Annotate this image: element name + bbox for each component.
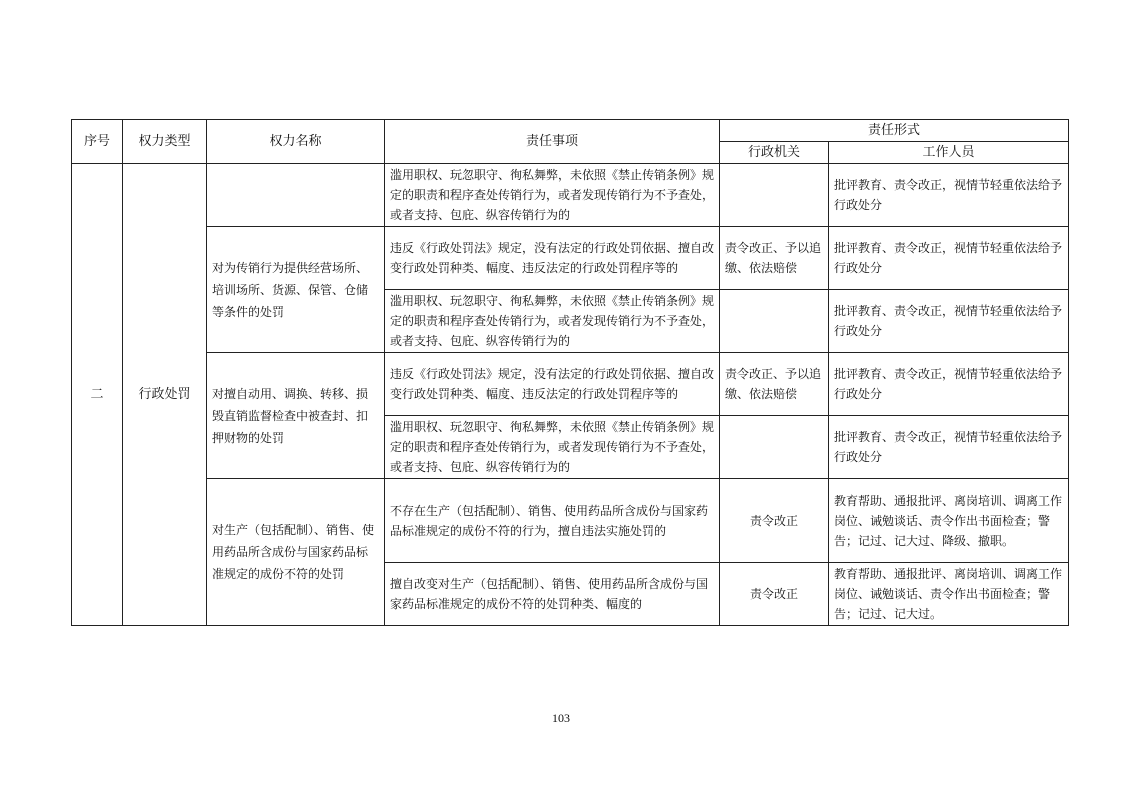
admin-org-cell: 责令改正 [720,563,829,626]
admin-org-cell: 责令改正 [720,479,829,563]
staff-cell: 教育帮助、通报批评、离岗培训、调离工作岗位、诫勉谈话、责令作出书面检查；警告；记过、记大过、降级、撤职。 [829,479,1069,563]
duty-cell: 违反《行政处罚法》规定，没有法定的行政处罚依据、擅自改变行政处罚种类、幅度、违反法定的行政处罚程序等的 [385,353,720,416]
header-power-name: 权力名称 [207,120,385,164]
header-seq: 序号 [72,120,123,164]
staff-cell: 批评教育、责令改正，视情节轻重依法给予行政处分 [829,353,1069,416]
admin-org-cell: 责令改正、予以追缴、依法赔偿 [720,353,829,416]
power-name-cell: 对擅自动用、调换、转移、损毁直销监督检查中被查封、扣押财物的处罚 [207,353,385,479]
power-name-cell: 对生产（包括配制）、销售、使用药品所含成份与国家药品标准规定的成份不符的处罚 [207,479,385,626]
staff-cell: 批评教育、责令改正，视情节轻重依法给予行政处分 [829,290,1069,353]
table-row [72,227,1069,290]
table-row [72,164,1069,227]
header-power-type: 权力类型 [123,120,207,164]
responsibility-table-container [71,119,1069,626]
duty-cell: 违反《行政处罚法》规定，没有法定的行政处罚依据、擅自改变行政处罚种类、幅度、违反法定的行政处罚程序等的 [385,227,720,290]
admin-org-cell [720,416,829,479]
header-duty: 责任事项 [385,120,720,164]
admin-org-cell: 责令改正、予以追缴、依法赔偿 [720,227,829,290]
duty-cell: 滥用职权、玩忽职守、徇私舞弊，未依照《禁止传销条例》规定的职责和程序查处传销行为，或者发现传销行为不予查处，或者支持、包庇、纵容传销行为的 [385,164,720,227]
duty-cell: 不存在生产（包括配制）、销售、使用药品所含成份与国家药品标准规定的成份不符的行为，擅自违法实施处罚的 [385,479,720,563]
table-row [72,353,1069,416]
power-name-cell [207,164,385,227]
staff-cell: 批评教育、责令改正，视情节轻重依法给予行政处分 [829,164,1069,227]
header-staff: 工作人员 [829,142,1069,164]
duty-cell: 擅自改变对生产（包括配制）、销售、使用药品所含成份与国家药品标准规定的成份不符的处罚种类、幅度的 [385,563,720,626]
staff-cell: 批评教育、责令改正，视情节轻重依法给予行政处分 [829,227,1069,290]
staff-cell: 教育帮助、通报批评、离岗培训、调离工作岗位、诫勉谈话、责令作出书面检查；警告；记过、记大过。 [829,563,1069,626]
admin-org-cell [720,164,829,227]
page-number: 103 [552,711,570,725]
seq-cell: 二 [72,164,123,626]
duty-cell: 滥用职权、玩忽职守、徇私舞弊，未依照《禁止传销条例》规定的职责和程序查处传销行为，或者发现传销行为不予查处，或者支持、包庇、纵容传销行为的 [385,290,720,353]
duty-cell: 滥用职权、玩忽职守、徇私舞弊，未依照《禁止传销条例》规定的职责和程序查处传销行为，或者发现传销行为不予查处，或者支持、包庇、纵容传销行为的 [385,416,720,479]
table-row [72,479,1069,563]
power-name-cell: 对为传销行为提供经营场所、培训场所、货源、保管、仓储等条件的处罚 [207,227,385,353]
admin-org-cell [720,290,829,353]
responsibility-table [71,119,1069,626]
header-resp-form: 责任形式 [720,120,1069,142]
staff-cell: 批评教育、责令改正，视情节轻重依法给予行政处分 [829,416,1069,479]
header-admin-org: 行政机关 [720,142,829,164]
power-type-cell: 行政处罚 [123,164,207,626]
